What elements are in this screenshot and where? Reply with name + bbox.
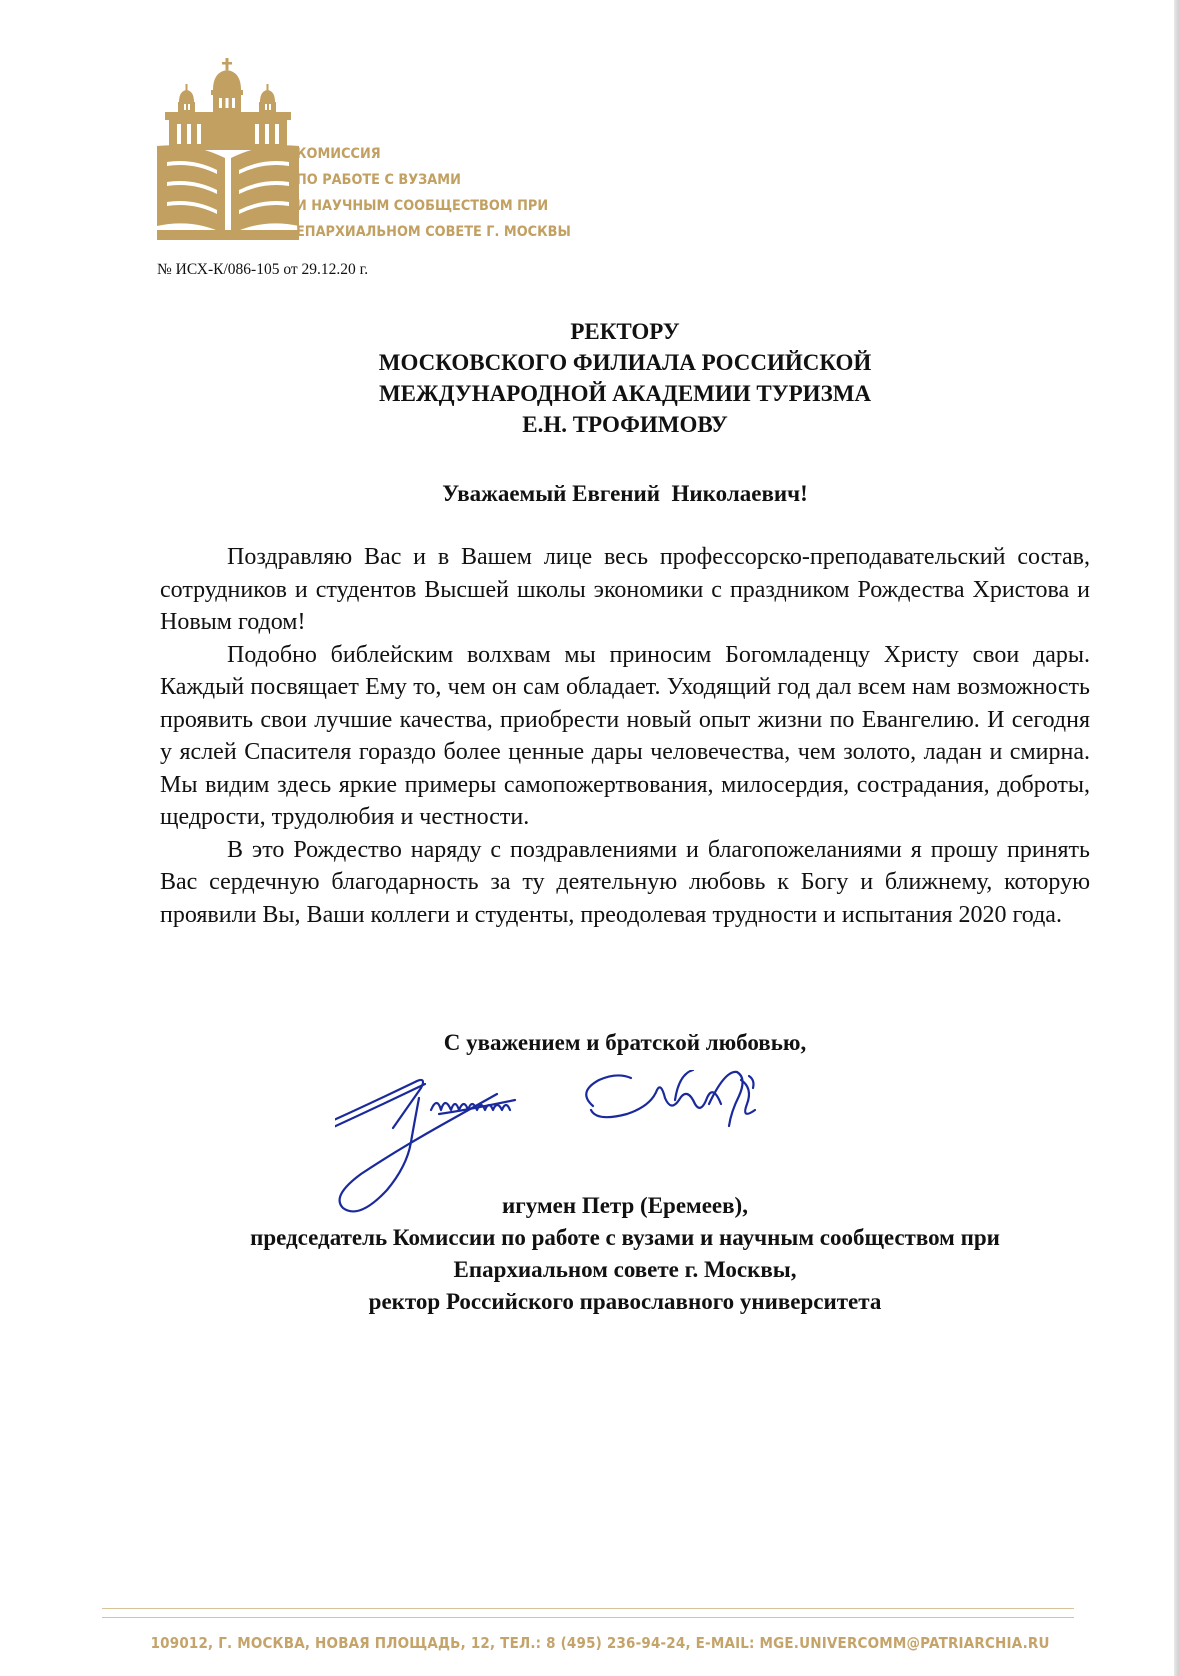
cathedral-book-logo-icon (157, 58, 299, 242)
commission-name-line-4: ЕПАРХИАЛЬНОМ СОВЕТЕ Г. МОСКВЫ (296, 224, 571, 240)
recipient-line-2: МОСКОВСКОГО ФИЛИАЛА РОССИЙСКОЙ (378, 350, 872, 375)
commission-name (296, 141, 600, 245)
recipient-line-3: МЕЖДУНАРОДНОЙ АКАДЕМИИ ТУРИЗМА (378, 381, 872, 406)
page-edge (1174, 0, 1179, 1676)
letter-body (160, 541, 1090, 931)
signatory-block (150, 1190, 1100, 1318)
recipient-block (150, 316, 1100, 440)
body-paragraph-3: В это Рождество наряду с поздравлениями и благопожеланиями я прошу принять Вас сердечную благодарность за ту деятельную любовь к Богу и ближнему, которую проявили Вы, Ваши коллеги и студенты, преодолевая трудности и испытания 2020 года. (160, 836, 1090, 928)
body-paragraph-1: Поздравляю Вас и в Вашем лице весь профессорско-преподавательский состав, сотрудников и студентов Высшей школы экономики с праздником Рождества Христова и Новым годом! (160, 544, 1090, 635)
body-paragraph-2: Подобно библейским волхвам мы приносим Богомладенцу Христу свои дары. Каждый посвящает Ему то, чем он сам обладает. Уходящий год дал всем нам возможность проявить свои лучшие качества, приобрести новый опыт жизни по Евангелию. И сегодня у яслей Спасителя гораздо более ценные дары человечества, чем золото, ладан и смирна. Мы видим здесь яркие примеры самопожертвования, милосердия, сострадания, доброты, щедрости, трудолюбия и честности. (160, 641, 1090, 830)
closing-phrase: С уважением и братской любовью, (443, 1030, 807, 1055)
commission-name-line-1: КОМИССИЯ (296, 146, 381, 162)
commission-name-line-3: И НАУЧНЫМ СООБЩЕСТВОМ ПРИ (296, 198, 549, 214)
recipient-line-4: Е.Н. ТРОФИМОВУ (522, 412, 728, 437)
signatory-title-line-1: председатель Комиссии по работе с вузами и научным сообществом при (250, 1225, 1000, 1250)
signatory-name: игумен Петр (Еремеев), (502, 1193, 748, 1218)
signatory-title-line-3: ректор Российского православного университета (368, 1289, 882, 1314)
footer-divider (102, 1608, 1074, 1618)
salutation: Уважаемый Евгений Николаевич! (442, 481, 808, 506)
signatory-title-line-2: Епархиальном совете г. Москвы, (453, 1257, 797, 1282)
commission-name-line-2: ПО РАБОТЕ С ВУЗАМИ (296, 172, 461, 188)
footer-contact-info: 109012, Г. МОСКВА, НОВАЯ ПЛОЩАДЬ, 12, ТЕЛ.: 8 (495) 236-94-24, E-MAIL: MGE.UNIVERCOMM@PATRIARCHIA.RU (150, 1634, 1050, 1652)
outgoing-reference-number: № ИСХ-К/086-105 от 29.12.20 г. (157, 261, 369, 278)
recipient-line-1: РЕКТОРУ (570, 319, 680, 344)
